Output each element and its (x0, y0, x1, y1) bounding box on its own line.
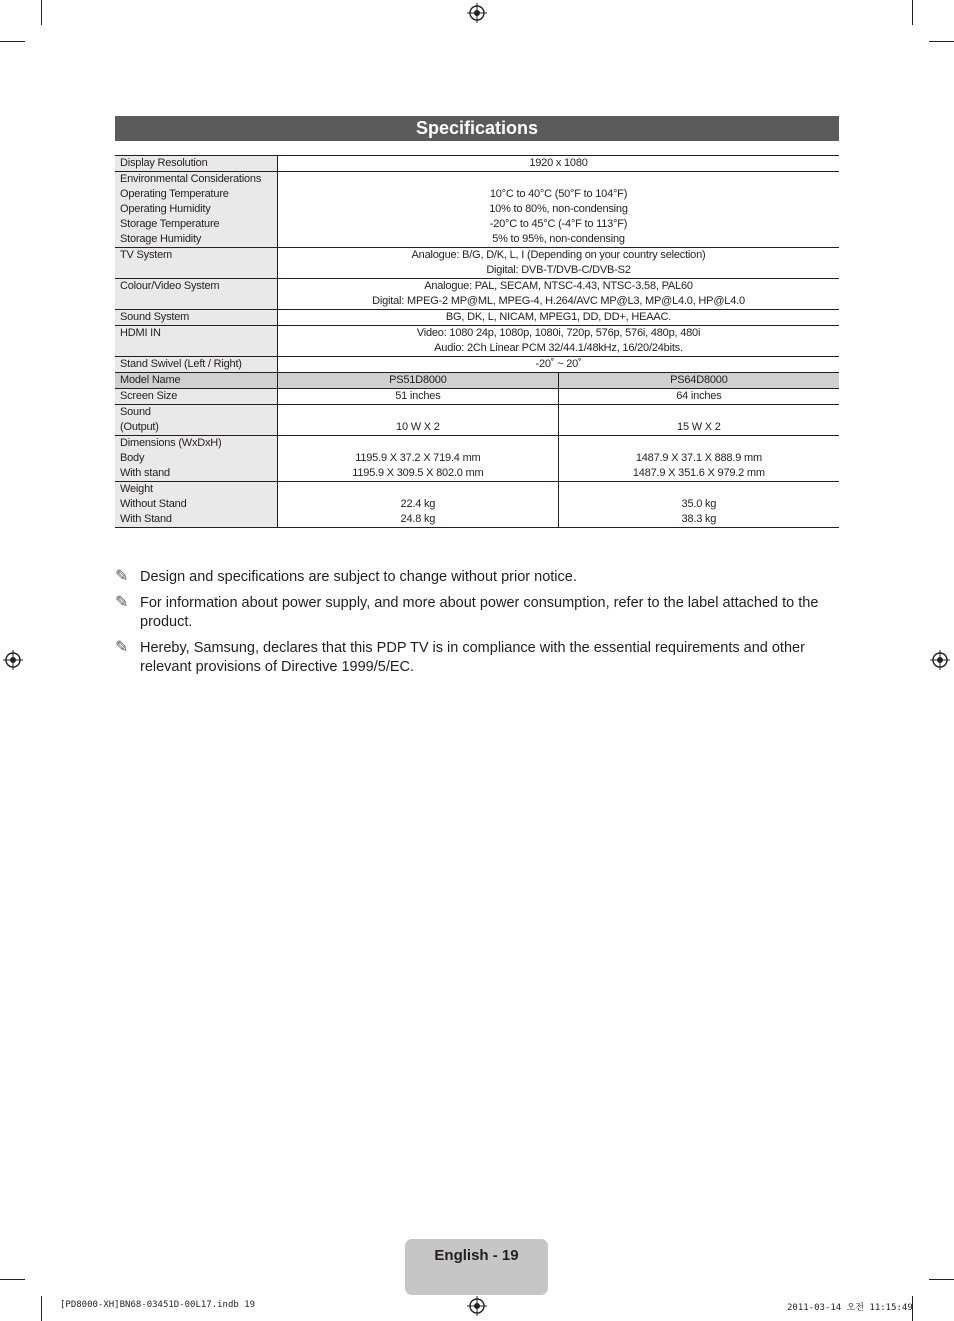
spec-value (558, 436, 839, 482)
table-row (115, 357, 839, 373)
value-line: 51 inches (395, 390, 441, 402)
value-line: Analogue: B/G, D/K, L, I (Depending on your country selection) (411, 249, 706, 261)
crop-mark (0, 41, 25, 42)
spec-label (115, 436, 278, 482)
value-line: PS51D8000 (389, 374, 447, 386)
spec-value (558, 405, 839, 436)
value-line: 35.0 kg (681, 498, 717, 510)
label-line: With Stand (120, 513, 172, 525)
value-line: -20°C to 45°C (-4°F to 113°F) (489, 218, 628, 230)
spec-value (278, 279, 840, 310)
label-line: Stand Swivel (Left / Right) (120, 358, 242, 370)
pencil-note-icon: ✎ (115, 639, 129, 656)
spec-label (115, 310, 278, 326)
pencil-note-icon: ✎ (115, 568, 129, 585)
registration-mark-icon (467, 3, 487, 23)
spacer (283, 436, 553, 451)
page-title: Specifications (115, 116, 839, 141)
table-row (115, 172, 839, 248)
value-line: 38.3 kg (681, 513, 717, 525)
value-line: 10 W X 2 (396, 421, 440, 433)
table-row (115, 389, 839, 405)
label-line: Body (120, 452, 145, 464)
spec-label (115, 405, 278, 436)
label-line: Weight (120, 483, 153, 495)
spec-value (278, 248, 840, 279)
label-line: (Output) (120, 421, 159, 433)
value-line: Digital: DVB-T/DVB-C/DVB-S2 (486, 264, 631, 276)
label-line: HDMI IN (120, 327, 161, 339)
value-line: -20˚ ~ 20˚ (535, 358, 582, 370)
value-line: 1195.9 X 37.2 X 719.4 mm (355, 452, 481, 464)
table-row (115, 482, 839, 528)
note-text: Design and specifications are subject to change without prior notice. (140, 569, 577, 585)
specifications-table (115, 155, 839, 528)
model-header-row (115, 373, 839, 389)
label-line: Screen Size (120, 390, 178, 402)
label-line: Dimensions (WxDxH) (120, 437, 222, 449)
value-line: 24.8 kg (400, 513, 436, 525)
value-line: 1920 x 1080 (529, 157, 588, 169)
label-line: TV System (120, 249, 172, 261)
table-row (115, 405, 839, 436)
label-line: Operating Humidity (120, 203, 211, 215)
spec-label (115, 172, 278, 248)
spacer (283, 482, 553, 497)
spec-label (115, 156, 278, 172)
page-number: English - 19 (434, 1247, 519, 1264)
spacer (564, 405, 834, 420)
crop-mark (41, 0, 42, 25)
spec-label (115, 389, 278, 405)
crop-mark (41, 1296, 42, 1321)
value-line: 1487.9 X 37.1 X 888.9 mm (635, 452, 762, 464)
note-text: For information about power supply, and more about power consumption, refer to the label attached to the product. (140, 595, 819, 630)
page-number-tab (405, 1239, 548, 1295)
note-item (115, 568, 839, 587)
spec-value (278, 436, 559, 482)
spec-label (115, 279, 278, 310)
label-line: With stand (120, 467, 170, 479)
table-row (115, 436, 839, 482)
crop-mark (929, 41, 954, 42)
model-name (558, 373, 839, 389)
spec-value (278, 357, 840, 373)
value-line: BG, DK, L, NICAM, MPEG1, DD, DD+, HEAAC. (445, 311, 672, 323)
notes-list (115, 568, 839, 684)
table-row (115, 248, 839, 279)
table-row (115, 310, 839, 326)
spec-value (278, 482, 559, 528)
table-row (115, 156, 839, 172)
value-line: PS64D8000 (670, 374, 728, 386)
label-line: Display Resolution (120, 157, 208, 169)
spec-label (115, 482, 278, 528)
crop-mark (0, 1279, 25, 1280)
spec-label (115, 357, 278, 373)
value-line: Audio: 2Ch Linear PCM 32/44.1/48kHz, 16/20/24bits. (434, 342, 683, 354)
spec-value (278, 405, 559, 436)
spec-value (558, 389, 839, 405)
spec-label (115, 373, 278, 389)
spec-value (278, 156, 840, 172)
value-line: 22.4 kg (400, 498, 436, 510)
label-line: Storage Humidity (120, 233, 202, 245)
label-line: Storage Temperature (120, 218, 220, 230)
pencil-note-icon: ✎ (115, 594, 129, 611)
note-item (115, 639, 839, 677)
spacer (283, 405, 553, 420)
value-line: 64 inches (676, 390, 722, 402)
label-line: Sound (120, 406, 151, 418)
table-row (115, 279, 839, 310)
value-line: 15 W X 2 (677, 421, 721, 433)
spacer (564, 482, 834, 497)
value-line: Analogue: PAL, SECAM, NTSC-4.43, NTSC-3.58, PAL60 (424, 280, 693, 292)
spec-value (278, 172, 840, 248)
value-line: 10% to 80%, non-condensing (489, 203, 628, 215)
label-line: Colour/Video System (120, 280, 220, 292)
value-line: 1487.9 X 351.6 X 979.2 mm (632, 467, 765, 479)
file-slug: [PD8000-XH]BN68-03451D-00L17.indb 19 (60, 1300, 256, 1310)
spec-label (115, 326, 278, 357)
value-line: 10°C to 40°C (50°F to 104°F) (489, 188, 628, 200)
spacer (564, 436, 834, 451)
label-line: Operating Temperature (120, 188, 229, 200)
registration-mark-icon (467, 1296, 487, 1316)
value-line: Video: 1080 24p, 1080p, 1080i, 720p, 576p, 576i, 480p, 480i (416, 327, 701, 339)
crop-mark (929, 1279, 954, 1280)
note-text: Hereby, Samsung, declares that this PDP TV is in compliance with the essential requirements and other relevant provisions of Directive 1999/5/EC. (140, 640, 805, 675)
label-line: Without Stand (120, 498, 187, 510)
spec-label (115, 248, 278, 279)
print-timestamp: 2011-03-14 오전 11:15:49 (787, 1303, 913, 1313)
crop-mark (912, 0, 913, 25)
label-line: Environmental Considerations (120, 173, 262, 185)
label-line: Sound System (120, 311, 190, 323)
value-line: 5% to 95%, non-condensing (492, 233, 625, 245)
note-item (115, 594, 839, 632)
model-name (278, 373, 559, 389)
spec-value (278, 389, 559, 405)
registration-mark-icon (3, 650, 23, 670)
spec-value (278, 326, 840, 357)
registration-mark-icon (930, 650, 950, 670)
label-line: Model Name (120, 374, 181, 386)
spec-value (558, 482, 839, 528)
value-line: Digital: MPEG-2 MP@ML, MPEG-4, H.264/AVC MP@L3, MP@L4.0, HP@L4.0 (372, 295, 745, 307)
table-row (115, 326, 839, 357)
spec-value (278, 310, 840, 326)
value-line: 1195.9 X 309.5 X 802.0 mm (352, 467, 484, 479)
spacer (283, 172, 834, 187)
